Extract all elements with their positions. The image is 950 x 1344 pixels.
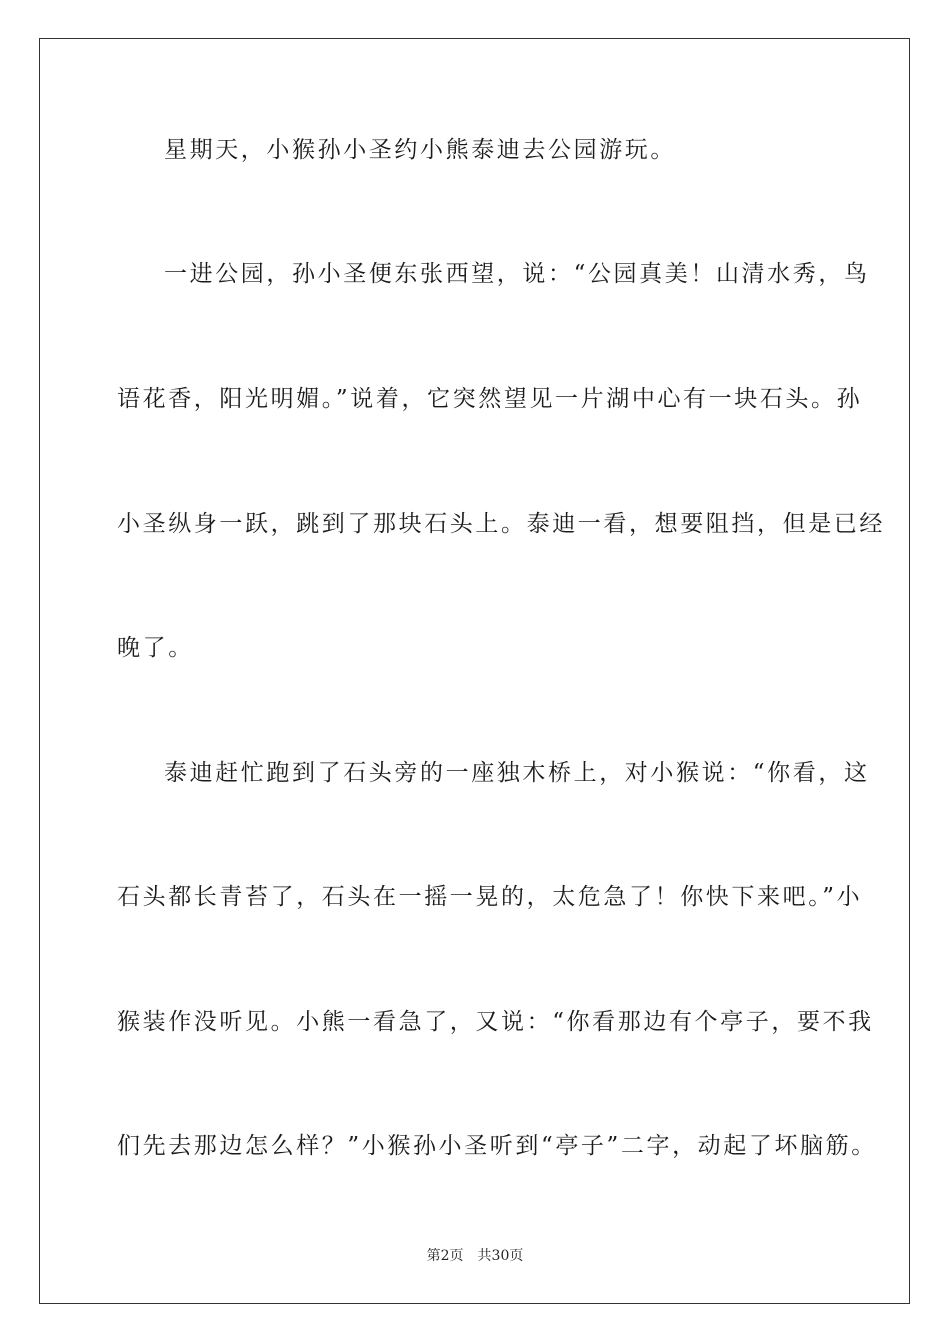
paragraph-line-3: 语花香，阳光明媚。”说着，它突然望见一片湖中心有一块石头。孙	[117, 386, 863, 412]
paragraph-line-4: 小圣纵身一跃，跳到了那块石头上。泰迪一看，想要阻挡，但是已经	[117, 511, 885, 537]
total-pages: 共30页	[477, 1248, 524, 1264]
paragraph-line-1: 星期天，小猴孙小圣约小熊泰迪去公园游玩。	[164, 137, 676, 163]
paragraph-line-5: 晚了。	[117, 635, 194, 661]
paragraph-line-9: 们先去那边怎么样？”小猴孙小圣听到“亭子”二字，动起了坏脑筋。	[117, 1133, 877, 1159]
page-number: 第2页	[426, 1248, 464, 1264]
paragraph-line-8: 猴装作没听见。小熊一看急了，又说：“你看那边有个亭子，要不我	[117, 1009, 874, 1035]
paragraph-line-2: 一进公园，孙小圣便东张西望，说：“公园真美！山清水秀，鸟	[164, 261, 870, 287]
paragraph-line-6: 泰迪赶忙跑到了石头旁的一座独木桥上，对小猴说：“你看，这	[164, 760, 870, 786]
page-footer	[0, 1247, 950, 1265]
paragraph-line-7: 石头都长青苔了，石头在一摇一晃的，太危急了！你快下来吧。”小	[117, 884, 863, 910]
page-border	[39, 38, 910, 1304]
